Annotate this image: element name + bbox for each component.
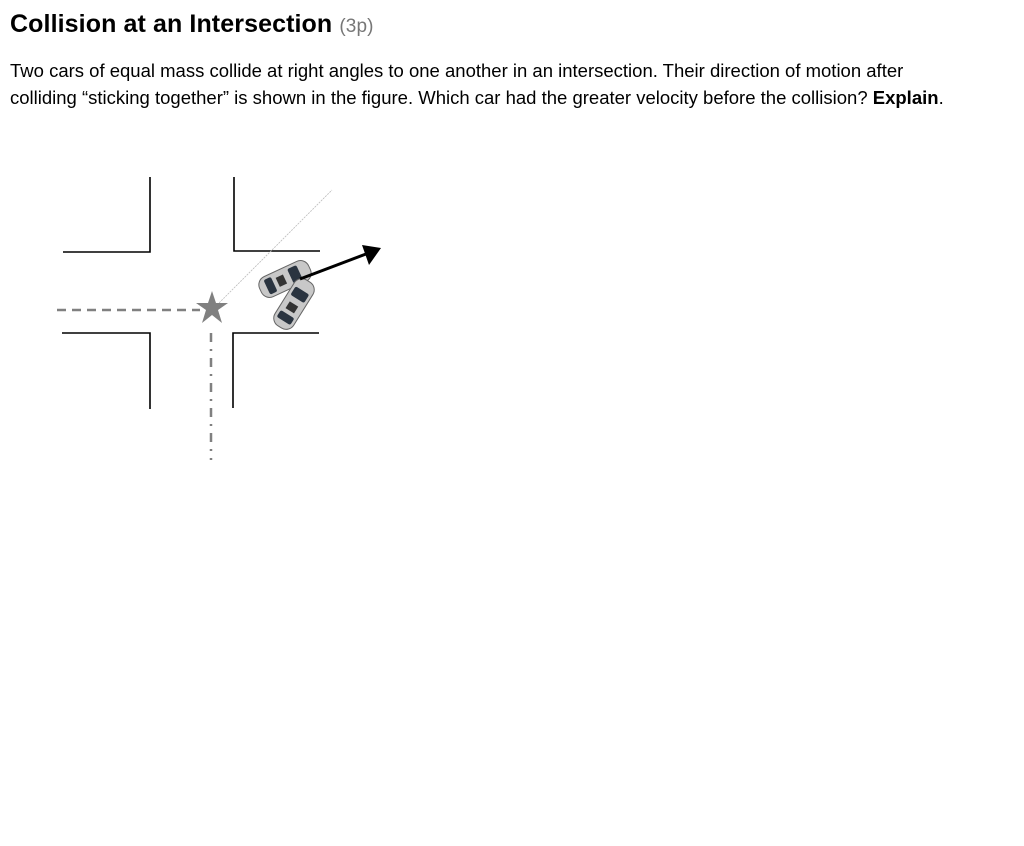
question-text: Two cars of equal mass collide at right angles to one another in an intersection. Their direction of motion after colliding “sticking together” is shown in the figure. Which car had the greater velocity before the collision? <box>10 60 904 108</box>
road-corner-bottom-left <box>62 333 150 409</box>
points-badge: (3p) <box>339 16 374 37</box>
end-punct: . <box>938 86 944 108</box>
explain-emphasis: Explain <box>872 86 939 108</box>
road-corner-top-left <box>63 177 150 252</box>
road-corner-top-right <box>234 177 320 251</box>
road-corner-bottom-right <box>233 333 319 408</box>
final-velocity-arrow <box>300 245 381 279</box>
title-text: Collision at an Intersection <box>10 10 333 38</box>
collision-star-icon <box>196 291 228 323</box>
